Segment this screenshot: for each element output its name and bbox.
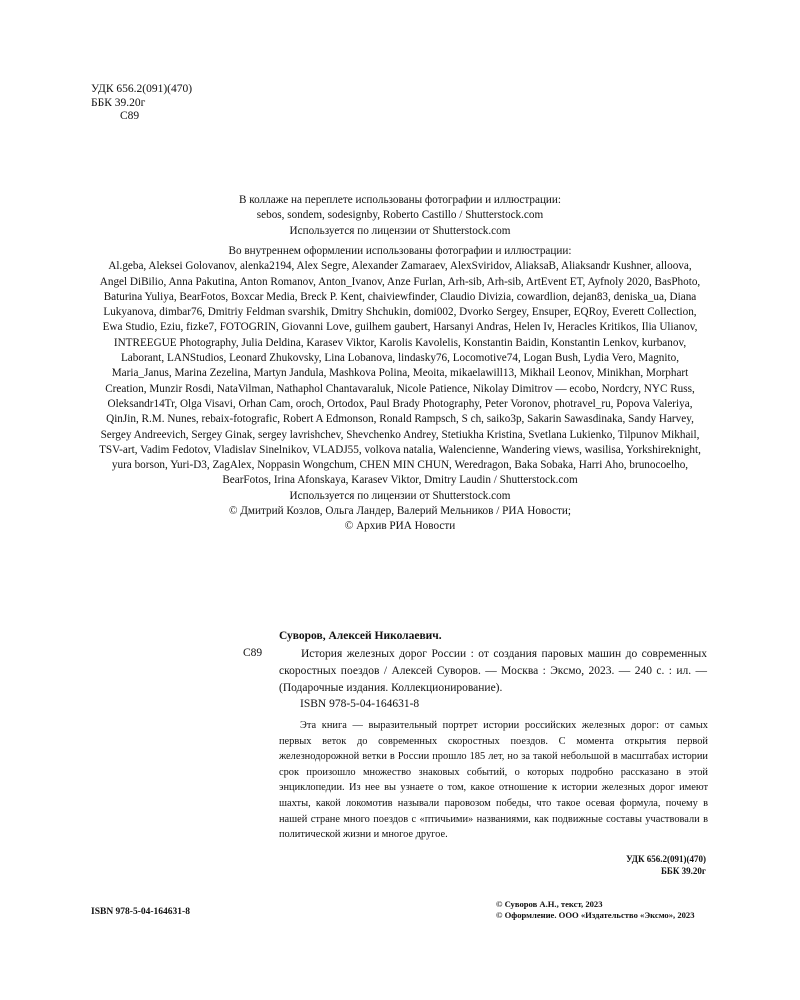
cover-credits-heading: В коллаже на переплете использованы фотографии и иллюстрации: xyxy=(238,194,562,206)
udk-code: УДК 656.2(091)(470) xyxy=(91,83,193,95)
catalog-bbk: ББК 39.20г xyxy=(660,866,706,876)
author-mark: С89 xyxy=(120,110,140,122)
bbk-code: ББК 39.20г xyxy=(91,96,146,109)
interior-credits-license: Используется по лицензии от Shutterstock.com xyxy=(289,489,511,502)
catalog-codes xyxy=(626,853,706,877)
catalog-author: Суворов, Алексей Николаевич. xyxy=(279,630,442,642)
interior-credits xyxy=(94,244,706,535)
footer-isbn: ISBN 978-5-04-164631-8 xyxy=(91,907,190,917)
catalog-isbn: ISBN 978-5-04-164631-8 xyxy=(300,698,420,710)
interior-credits-heading: Во внутреннем оформлении использованы фотографии и иллюстрации: xyxy=(228,245,572,257)
catalog-annotation: Эта книга — выразительный портрет истории российских железных дорог: от самых первых веток до современных скоростных поездов. С момента открытия первой железнодорожной ветки в России прошло 185 лет, но за такой небольшой в масштабах истории срок произошло множество знаковых событий, о которых подробно рассказано в этой энциклопедии. Из нее вы узнаете о том, какое отношение к истории железных дорог имеют шахты, какой локомотив называли паровозом победы, что такое осевая формула, почему в нашей стране много поездов с «птичьими» названиями, как подвижные составы участвовали в политической жизни и многое другое. xyxy=(279,720,708,841)
cover-credits-names: sebos, sondem, sodesignby, Roberto Castillo / Shutterstock.com xyxy=(256,209,544,222)
copyright-block xyxy=(496,899,695,920)
cover-credits xyxy=(94,193,706,239)
copyright-design: © Оформление. ООО «Издательство «Эксмо», 2023 xyxy=(496,909,695,920)
ria-credit: © Дмитрий Козлов, Ольга Ландер, Валерий Мельников / РИА Новости; xyxy=(228,505,572,518)
catalog-author-mark: С89 xyxy=(243,647,263,659)
catalog-udk: УДК 656.2(091)(470) xyxy=(626,854,706,864)
interior-credits-names: Al.geba, Aleksei Golovanov, alenka2194, Alex Segre, Alexander Zamaraev, AlexSviridov, AliaksaB, Aliaksandr Kushner, alloova, Angel DiBilio, Anna Pakutina, Anton Romanov, Anton_Ivanov, Anze Furlan, Arh-sib, Arh-sib, ArtEvent ET, Ayfnoly 2020, BasPhoto, Baturina Yuliya, BearFotos, Boxcar Media, Breck P. Kent, chaiviewfinder, Claudio Divizia, cowardlion, dejan83, deniska_ua, Diana Lukyanova, dimbar76, Dmitriy Feldman svarshik, Dmitry Shchukin, domi002, Dvorko Sergey, Ensuper, EQRoy, Everett Collection, Ewa Studio, Eziu, fizke7, FOTOGRIN, Giovanni Love, guilhem gaubert, Harsanyi Andras, Helen Iv, Heracles Kritikos, Ilia Ulianov, INTREEGUE Photography, Julia Deldina, Karasev Viktor, Karolis Kavolelis, Konstantin Baidin, Konstantin Lenkov, kurbanov, Laborant, LANStudios, Leonard Zhukovsky, Lina Lobanova, lindasky76, Locomotive74, Logan Bush, Lydia Vero, Magnito, Maria_Janus, Marina Zezelina, Martyn Jandula, Mashkova Polina, Meoita, mikaelawill13, Mikhail Leonov, Minikhan, Morphart Creation, Munzir Rosdi, NataVilman, Nathaphol Chantavaraluk, Nicole Patience, Nikolay Dimitrov — ecobo, Nordcry, NYC Russ, Oleksandr14Tr, Olga Visavi, Orhan Cam, oroch, Ortodox, Paul Brady Photography, Peter Voronov, photravel_ru, Popova Valeriya, QinJin, R.M. Nunes, rebaix-fotografic, Robert A Edmonson, Ronald Rampsch, S ch, saiko3p, Sakarin Sawasdinaka, Sandy Harvey, Sergey Andreevich, Sergey Ginak, sergey lavrishchev, Shevchenko Andrey, Stetiukha Kristina, Svetlana Lukienko, Tilpunov Mikhail, TSV-art, Vadim Fedotov, Vladislav Sinelnikov, VLADJ55, volkova natalia, Walencienne, Wandering views, wasilisa, Yorkshireknight, yura borson, Yuri-D3, ZagAlex, Noppasin Wongchum, CHEN MIN CHUN, Weredragon, Baka Sobaka, Harri Aho, brunocoelho, BearFotos, Irina Afonskaya, Karasev Viktor, Dmitry Laudin / Shutterstock.com xyxy=(99,260,701,487)
archive-credit: © Архив РИА Новости xyxy=(344,520,456,533)
cover-credits-license: Используется по лицензии от Shutterstock.com xyxy=(289,224,511,237)
classification-codes xyxy=(91,83,192,124)
catalog-title: История железных дорог России : от создания паровых машин до современных скоростных поездов / Алексей Суворов. — Москва : Эксмо, 2023. — 240 с. : ил. — (Подарочные издания. Коллекционирование). xyxy=(279,648,707,694)
copyright-text: © Суворов А.Н., текст, 2023 xyxy=(496,899,603,909)
